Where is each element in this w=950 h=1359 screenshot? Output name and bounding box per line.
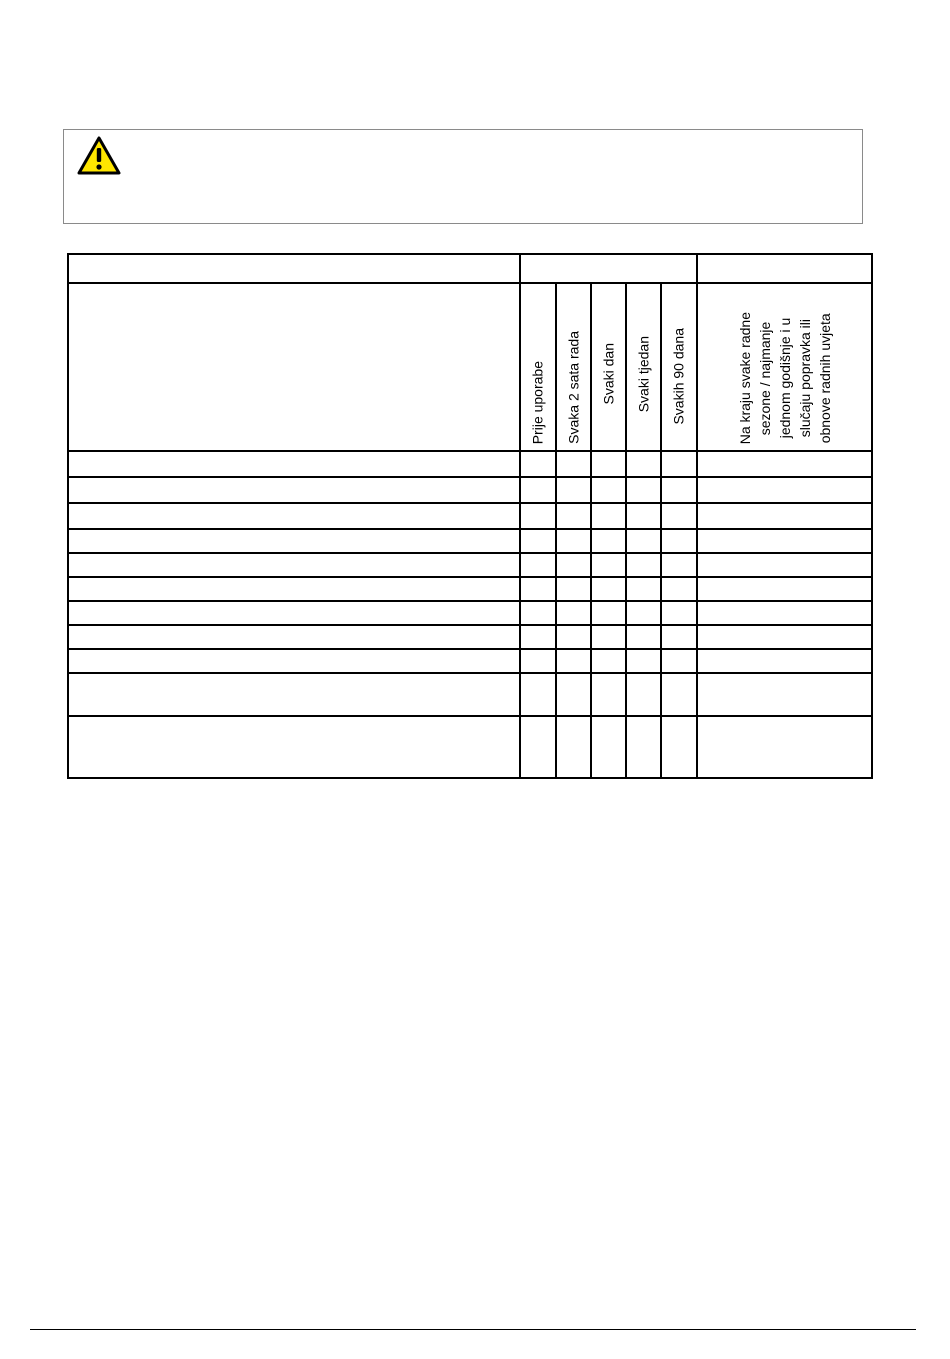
col-every-week-label: Svaki tjedan [635, 335, 652, 412]
col-every-90-days [661, 283, 697, 451]
table-cell [556, 451, 591, 477]
table-row [68, 577, 872, 601]
col-every-day-label: Svaki dan [600, 342, 617, 404]
table-cell [556, 503, 591, 529]
table-cell [697, 451, 872, 477]
table-cell [68, 577, 520, 601]
table-cell [68, 477, 520, 503]
table-cell [591, 625, 626, 649]
col-every-2-hours-label: Svaka 2 sata rada [565, 331, 582, 444]
table-cell [626, 503, 661, 529]
col-every-2-hours [556, 283, 591, 451]
table-cell [697, 649, 872, 673]
table-cell [626, 649, 661, 673]
table-cell [68, 451, 520, 477]
table-cell [697, 716, 872, 778]
table-cell [591, 577, 626, 601]
table-subheader-row [68, 283, 872, 451]
table-row [68, 451, 872, 477]
table-cell [556, 601, 591, 625]
table-cell [520, 553, 556, 577]
table-cell [591, 601, 626, 625]
table-cell [520, 649, 556, 673]
col-before-use [520, 283, 556, 451]
footer-divider [30, 1329, 916, 1330]
table-cell [697, 503, 872, 529]
table-row [68, 649, 872, 673]
end-col-line: Na kraju svake radne [736, 311, 753, 444]
table-cell [697, 577, 872, 601]
table-cell [626, 529, 661, 553]
table-row [68, 477, 872, 503]
table-cell [68, 601, 520, 625]
table-cell [626, 577, 661, 601]
col-every-week [626, 283, 661, 451]
table-cell [626, 477, 661, 503]
end-col-line: sezone / najmanje [756, 321, 773, 435]
header-cell-interval [520, 254, 697, 283]
table-cell [591, 553, 626, 577]
col-every-90-days-label: Svakih 90 dana [670, 328, 687, 425]
table-cell [591, 649, 626, 673]
table-cell [697, 553, 872, 577]
table-cell [556, 529, 591, 553]
warning-box [63, 129, 863, 224]
table-cell [591, 503, 626, 529]
table-cell [697, 601, 872, 625]
table-cell [697, 625, 872, 649]
table-cell [520, 673, 556, 716]
table-cell [661, 477, 697, 503]
table-cell [556, 625, 591, 649]
table-cell [626, 625, 661, 649]
table-cell [556, 553, 591, 577]
table-cell [661, 601, 697, 625]
table-cell [591, 529, 626, 553]
subheader-blank-cell [68, 283, 520, 451]
maintenance-table [67, 253, 873, 779]
table-cell [697, 529, 872, 553]
table-cell [626, 601, 661, 625]
header-cell-other [697, 254, 872, 283]
table-cell [661, 553, 697, 577]
table-cell [68, 716, 520, 778]
table-cell [68, 649, 520, 673]
table-cell [68, 529, 520, 553]
table-cell [591, 451, 626, 477]
table-cell [626, 716, 661, 778]
table-row [68, 553, 872, 577]
table-cell [556, 716, 591, 778]
table-cell [556, 577, 591, 601]
table-cell [661, 503, 697, 529]
table-cell [626, 673, 661, 716]
table-cell [661, 577, 697, 601]
warning-triangle-icon [77, 136, 121, 176]
col-every-day [591, 283, 626, 451]
table-cell [556, 673, 591, 716]
col-end-of-season [697, 283, 872, 451]
header-cell-operation [68, 254, 520, 283]
table-cell [520, 451, 556, 477]
table-cell [661, 649, 697, 673]
table-cell [661, 716, 697, 778]
col-end-of-season-label [735, 312, 835, 444]
table-cell [661, 625, 697, 649]
end-col-line: slučaju popravka ili [796, 318, 813, 437]
table-cell [661, 451, 697, 477]
table-cell [68, 503, 520, 529]
table-cell [520, 529, 556, 553]
table-cell [68, 673, 520, 716]
table-row [68, 503, 872, 529]
table-cell [591, 716, 626, 778]
table-row [68, 529, 872, 553]
table-cell [626, 553, 661, 577]
table-cell [697, 477, 872, 503]
table-cell [556, 477, 591, 503]
col-before-use-label: Prije uporabe [529, 360, 546, 444]
table-row [68, 601, 872, 625]
table-cell [697, 673, 872, 716]
table-row [68, 673, 872, 716]
table-cell [520, 503, 556, 529]
table-cell [520, 601, 556, 625]
table-cell [520, 716, 556, 778]
table-cell [68, 625, 520, 649]
end-col-line: obnove radnih uvjeta [816, 312, 833, 443]
table-row [68, 625, 872, 649]
table-cell [520, 577, 556, 601]
table-cell [591, 673, 626, 716]
table-cell [520, 477, 556, 503]
table-cell [556, 649, 591, 673]
table-cell [591, 477, 626, 503]
table-cell [626, 451, 661, 477]
table-cell [661, 673, 697, 716]
table-row [68, 716, 872, 778]
table-cell [520, 625, 556, 649]
table-cell [68, 553, 520, 577]
table-header-row [68, 254, 872, 283]
end-col-line: jednom godišnje i u [776, 317, 793, 439]
table-cell [661, 529, 697, 553]
